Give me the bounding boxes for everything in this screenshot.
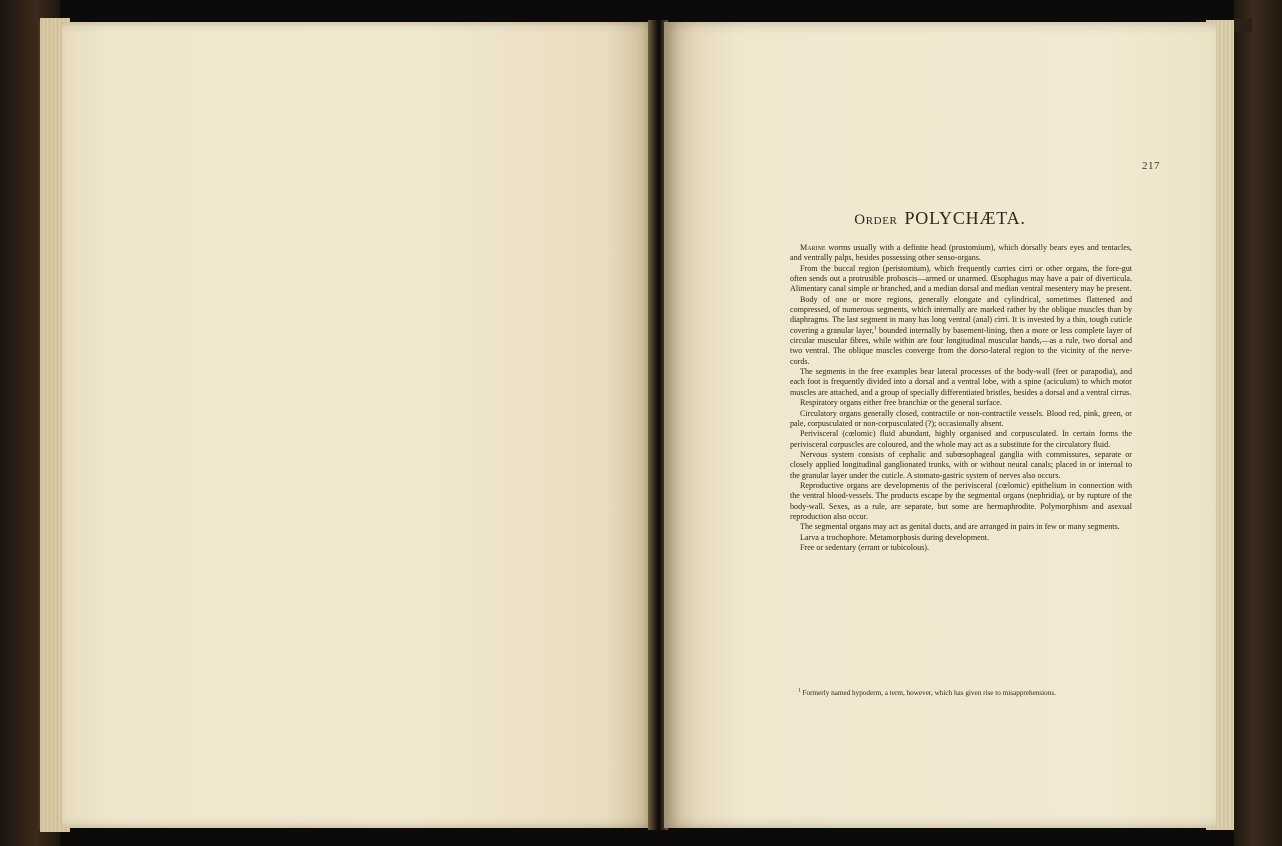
paragraph: Nervous system consists of cephalic and subœsophageal ganglia with commissures, separate or closely applied longitudinal ganglionated trunks, with or without neural canals; placed in or internal to the granular layer under the cuticle. A stomato-gastric system of nerves also occurs. xyxy=(790,449,1132,480)
paragraph: The segmental organs may act as genital ducts, and are arranged in pairs in few or many segments. xyxy=(800,522,1120,532)
title-name: POLYCHÆTA. xyxy=(904,208,1026,228)
footnote-mark: 1 xyxy=(798,687,801,694)
body-text xyxy=(790,243,1132,553)
paragraph: Larva a trochophore. Metamorphosis during development. xyxy=(800,532,990,542)
paragraph: Circulatory organs generally closed, contractile or non-contractile vessels. Blood red, pink, green, or pale, corpusculated or non-corpusculated (?); occasionally absent. xyxy=(790,408,1132,428)
paragraph: Respiratory organs either free branchiæ or the general surface. xyxy=(800,398,1002,408)
right-cover-binding xyxy=(1234,0,1282,846)
footnote-text: Formerly named hypoderm, a term, however, which has given rise to misapprehensions. xyxy=(800,689,1056,697)
paragraph: From the buccal region (peristomium), which frequently carries cirri or other organs, the fore-gut often sends out a protrusible proboscis—armed or unarmed. Œsophagus may have a pair of diverticula. Alimentary canal simple or branched, and a median dorsal and median ventral mesentery may be present. xyxy=(790,263,1132,294)
paragraph: Free or sedentary (errant or tubicolous). xyxy=(800,542,930,552)
left-blank-page xyxy=(62,22,654,828)
chapter-title xyxy=(760,208,1120,229)
paragraph: The segments in the free examples bear lateral processes of the body-wall (feet or parapodia), and each foot is frequently divided into a dorsal and a ventral lobe, with a spine (aciculum) to which motor muscles are attached, and a group of specially differentiated bristles, besides a dorsal and a ventral cirrus. xyxy=(790,367,1132,397)
page-number: 217 xyxy=(1142,160,1160,172)
footnote-reference: 1 xyxy=(873,325,877,332)
corner-clip xyxy=(1234,18,1252,32)
paragraph: Reproductive organs are developments of the perivisceral (cœlomic) epithelium in connection with the ventral blood-vessels. The products escape by the segmental organs (nephridia), or by rupture of the body-wall. Sexes, as a rule, are separate, but some are hermaphrodite. Polymorphism and asexual reproduction also occur. xyxy=(790,480,1132,521)
footnote xyxy=(790,689,1132,698)
paragraph: Perivisceral (cœlomic) fluid abundant, highly organised and corpusculated. In certain forms the perivisceral corpuscles are coloured, and the whole may act as a substitute for the circulatory fluid. xyxy=(790,429,1132,449)
title-prefix: Order xyxy=(854,212,898,228)
paragraph: Marine worms usually with a definite head (prostomium), which dorsally bears eyes and tentacles, and ventrally palps, besides possessing other senso-organs. xyxy=(790,243,1132,263)
paragraph: Body of one or more regions, generally elongate and cylindrical, sometimes flattened and compressed, of numerous segments, which internally are marked rather by the oblique muscles than by diaphragms. The last segment in many has long ventral (anal) cirri. It is invested by a thin, tough cuticle covering a granular layer,$^1$ bounded internally by basement-lining, then a more or less complete layer of circular muscular fibres, while within are four longitudinal muscular bands,—as a rule, two dorsal and two ventral. The oblique muscles converge from the dorso-lateral region to the vicinity of the nerve-cords. xyxy=(790,294,1132,366)
